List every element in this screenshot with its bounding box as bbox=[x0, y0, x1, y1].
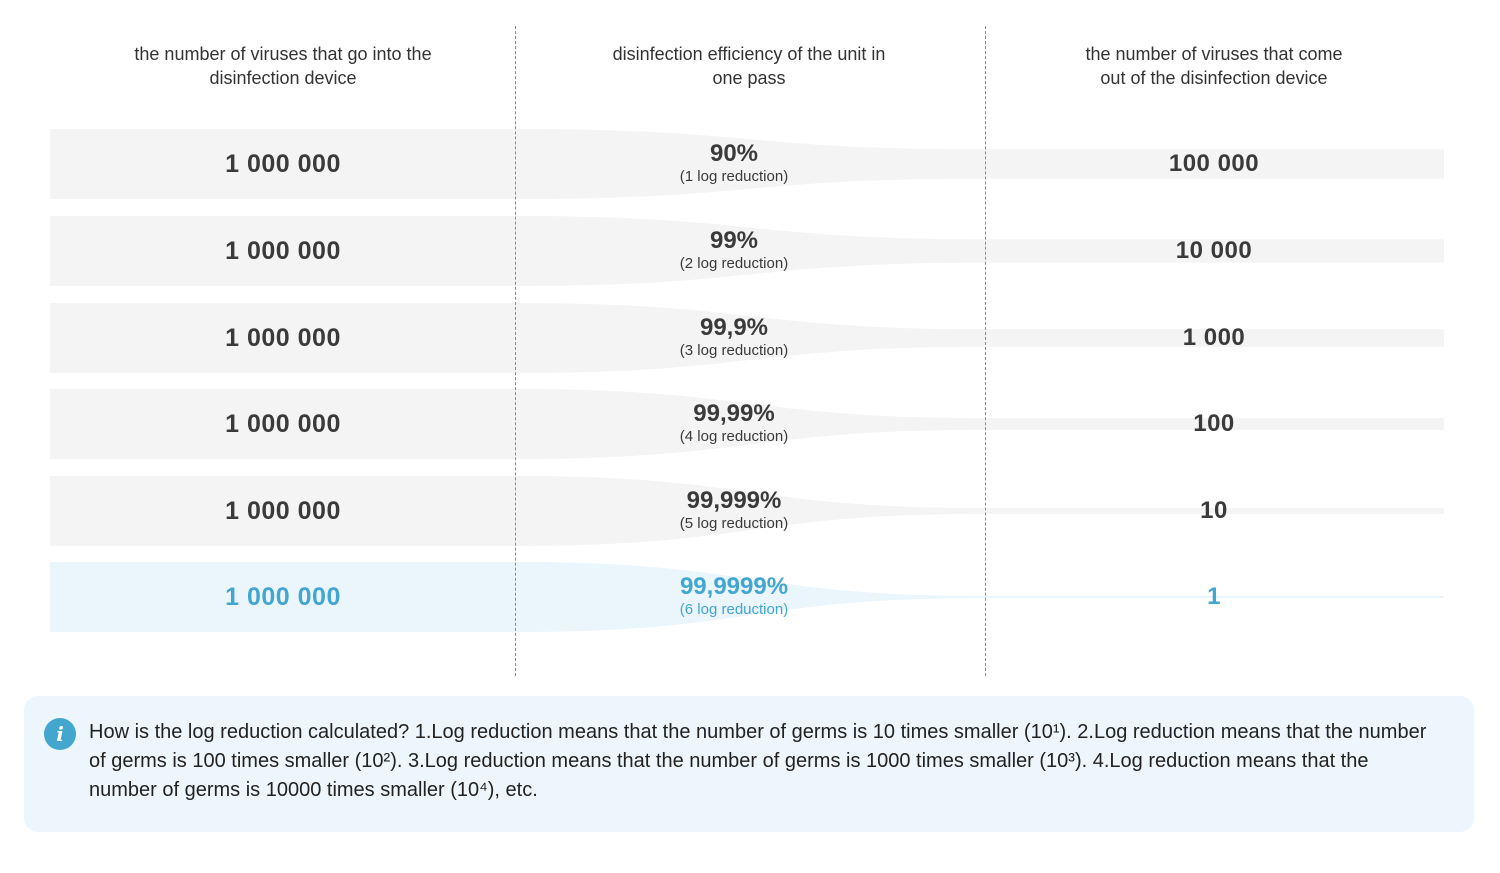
log-reduction-label: (2 log reduction) bbox=[679, 255, 789, 272]
header-efficiency-line-2: one pass bbox=[712, 68, 786, 88]
efficiency-percent: 99,9% bbox=[699, 314, 769, 341]
reduction-row-highlighted bbox=[0, 562, 1500, 634]
efficiency-cell bbox=[600, 141, 868, 186]
reduction-row bbox=[0, 216, 1500, 288]
info-text: How is the log reduction calculated? 1.Log reduction means that the number of germs is 10 times smaller (10¹). 2.Log reduction means that the number of germs is 100 times smaller (10²). 3.Log reduction means that the number of germs is 1000 times smaller (10³). 4.Log reduction means that the number of germs is 10000 times smaller (10⁴), etc. bbox=[89, 721, 1427, 801]
header-output-line-2: out of the disinfection device bbox=[1100, 68, 1328, 88]
header-input-line-2: disinfection device bbox=[209, 68, 357, 88]
header-output bbox=[1014, 42, 1414, 90]
output-count: 10 000 bbox=[1175, 237, 1253, 264]
log-reduction-label: (4 log reduction) bbox=[679, 428, 789, 445]
efficiency-cell bbox=[600, 401, 868, 446]
reduction-row bbox=[0, 129, 1500, 201]
input-count: 1 000 000 bbox=[225, 496, 341, 525]
input-count: 1 000 000 bbox=[225, 582, 341, 611]
reduction-row bbox=[0, 389, 1500, 461]
reduction-row bbox=[0, 476, 1500, 548]
efficiency-percent: 99,9999% bbox=[679, 573, 789, 600]
efficiency-percent: 99,999% bbox=[686, 487, 782, 514]
header-output-line-1: the number of viruses that come bbox=[1085, 44, 1343, 64]
output-count: 1 000 bbox=[1182, 324, 1246, 351]
input-count: 1 000 000 bbox=[225, 409, 341, 438]
header-input-line-1: the number of viruses that go into the bbox=[134, 44, 432, 64]
efficiency-cell bbox=[600, 228, 868, 273]
output-count: 100 000 bbox=[1168, 150, 1260, 177]
header-efficiency-line-1: disinfection efficiency of the unit in bbox=[612, 44, 886, 64]
efficiency-percent: 99% bbox=[709, 227, 759, 254]
log-reduction-label: (6 log reduction) bbox=[679, 601, 789, 618]
log-reduction-label: (3 log reduction) bbox=[679, 342, 789, 359]
input-count: 1 000 000 bbox=[225, 149, 341, 178]
efficiency-cell bbox=[600, 574, 868, 619]
efficiency-cell bbox=[600, 315, 868, 360]
input-count: 1 000 000 bbox=[225, 323, 341, 352]
input-count: 1 000 000 bbox=[225, 236, 341, 265]
header-efficiency bbox=[560, 42, 938, 90]
info-box bbox=[24, 696, 1474, 832]
info-icon: i bbox=[44, 718, 76, 750]
reduction-row bbox=[0, 303, 1500, 375]
efficiency-cell bbox=[600, 488, 868, 533]
efficiency-percent: 90% bbox=[709, 140, 759, 167]
log-reduction-label: (1 log reduction) bbox=[679, 168, 789, 185]
output-count: 100 bbox=[1193, 410, 1235, 437]
header-input bbox=[50, 42, 516, 90]
log-reduction-label: (5 log reduction) bbox=[679, 515, 789, 532]
output-count: 10 bbox=[1200, 497, 1228, 524]
output-count: 1 bbox=[1207, 583, 1221, 610]
efficiency-percent: 99,99% bbox=[693, 400, 775, 427]
